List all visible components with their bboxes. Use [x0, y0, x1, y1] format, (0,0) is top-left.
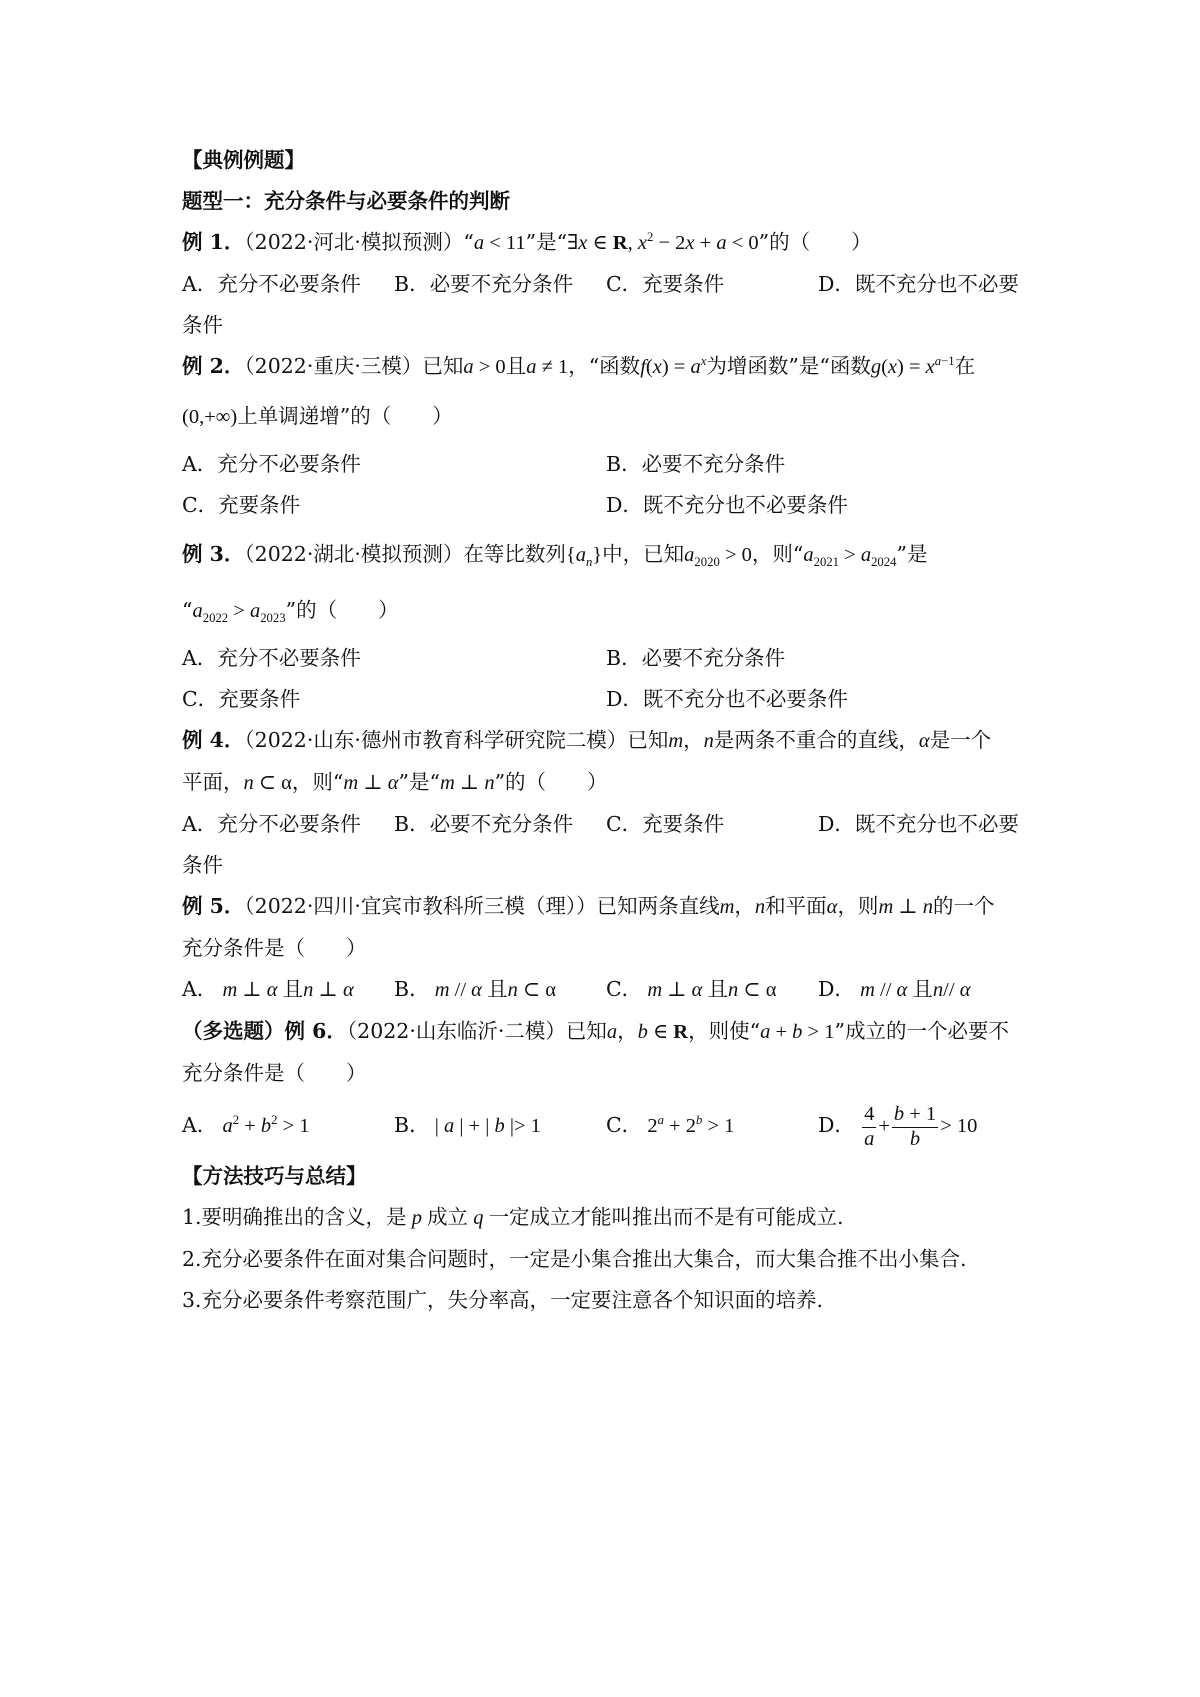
option-a: A．充分不必要条件 — [182, 272, 361, 296]
example-1-source: （2022·河北·模拟预测） — [244, 230, 464, 254]
math: $a_{2022} > a_{2023}$ — [192, 600, 286, 626]
option-b: B．必要不充分条件 — [606, 646, 786, 670]
example-4-stem: 例 4．（2022·山东·德州市教育科学研究院二模）已知m，n是两条不重合的直线，α是一个 — [182, 728, 992, 752]
option-b: B．必要不充分条件 — [394, 812, 574, 836]
math: $g(x) = x^{a-1}$ — [870, 354, 955, 378]
example-1-label: 例 1． — [182, 230, 245, 254]
example-3-stem-cont: “$a_{2022} > a_{2023}$”的（ ） — [182, 598, 399, 626]
example-2-stem: 例 2．（2022·重庆·三模）已知a > 0且a ≠ 1，“函数$f(x) = a^x$为增函数”是“函数$g(x) = x^{a-1}$在 — [182, 354, 976, 378]
option-a: A． m ⊥ α 且n ⊥ α — [182, 977, 354, 1001]
option-c: C．充要条件 — [606, 812, 725, 836]
example-5-source: （2022·四川·宜宾市教科所三模（理）） — [244, 894, 597, 918]
example-6-stem-cont: 充分条件是（ ） — [182, 1061, 367, 1085]
math: b ∈ R — [637, 1021, 689, 1043]
option-d-wrap: 条件 — [182, 313, 223, 337]
option-a: A． $a^2 + b^2 > 1$ — [182, 1113, 310, 1137]
option-a: A．充分不必要条件 — [182, 646, 361, 670]
tip-3: 3.充分必要条件考察范围广，失分率高，一定要注意各个知识面的培养. — [182, 1288, 824, 1312]
example-5-label: 例 5． — [182, 894, 245, 918]
example-3-source: （2022·湖北·模拟预测） — [244, 542, 464, 566]
option-d-wrap: 条件 — [182, 853, 223, 877]
tip-2: 2.充分必要条件在面对集合问题时，一定是小集合推出大集合，而大集合推不出小集合. — [182, 1247, 967, 1271]
math: (0,+∞) — [182, 406, 238, 428]
example-4-source: （2022·山东·德州市教育科学研究院二模） — [244, 728, 628, 752]
example-1-stem: 例 1．（2022·河北·模拟预测）“a < 11”是“∃x ∈ R, $x^2 - 2x + a < 0$”的（ ） — [182, 230, 872, 254]
option-d: D． $\frac{4}{a}$ + $\frac{b + 1}{b}$ > 10 — [818, 1103, 978, 1150]
option-c: C．充要条件 — [606, 272, 725, 296]
option-d: D．既不充分也不必要条件 — [606, 687, 848, 711]
example-2-options-row2 — [182, 485, 1032, 526]
math: ∃x ∈ R, $x^2 - 2x + a < 0$ — [567, 230, 759, 254]
question-type-heading: 题型一：充分条件与必要条件的判断 — [182, 189, 510, 213]
example-6-stem: （多选题）例 6．（2022·山东临沂·二模）已知a，b ∈ R，则使“a + b > 1”成立的一个必要不 — [182, 1019, 1009, 1043]
option-b: B．必要不充分条件 — [606, 452, 786, 476]
math: a + b > 1 — [760, 1021, 835, 1043]
example-6-label: 例 6． — [284, 1019, 347, 1043]
math: $a_{2021} > a_{2024}$ — [803, 544, 897, 570]
option-d: D．既不充分也不必要条件 — [606, 493, 848, 517]
example-2-stem-cont: (0,+∞)上单调递增”的（ ） — [182, 404, 453, 428]
option-d: D．既不充分也不必要 — [818, 812, 1019, 836]
option-a: A．充分不必要条件 — [182, 812, 361, 836]
math: n ⊂ α — [243, 772, 292, 794]
tip-1: 1.要明确推出的含义，是 p 成立 q 一定成立才能叫推出而不是有可能成立. — [182, 1205, 844, 1229]
example-2-options-row1 — [182, 444, 1032, 485]
math: m ⊥ α — [343, 772, 399, 794]
math: $a_{2020} > 0$ — [684, 544, 752, 570]
math: m ⊥ n — [878, 896, 934, 918]
option-b: B．必要不充分条件 — [394, 272, 574, 296]
example-3-stem: 例 3．（2022·湖北·模拟预测）在等比数列$\{a_n\}$中，已知$a_{2020} > 0$，则“$a_{2021} > a_{2024}$”是 — [182, 542, 928, 570]
example-3-options-row1 — [182, 638, 1032, 679]
example-2-label: 例 2． — [182, 354, 245, 378]
option-b: B． | a | + | b |> 1 — [394, 1113, 541, 1137]
example-2-source: （2022·重庆·三模） — [244, 354, 423, 378]
document-page — [182, 140, 1032, 1321]
example-6-source: （2022·山东临沂·二模） — [346, 1019, 566, 1043]
option-c: C． $2^a + 2^b > 1$ — [606, 1113, 735, 1137]
example-3-label: 例 3． — [182, 542, 245, 566]
option-a: A．充分不必要条件 — [182, 452, 361, 476]
example-5-options — [182, 969, 1032, 1011]
multi-select-tag: （多选题） — [182, 1019, 285, 1043]
example-5-stem-cont: 充分条件是（ ） — [182, 936, 367, 960]
example-3-options-row2 — [182, 679, 1032, 720]
section-heading-methods: 【方法技巧与总结】 — [182, 1164, 367, 1188]
section-heading-examples: 【典例例题】 — [182, 148, 305, 172]
example-5-stem: 例 5．（2022·四川·宜宾市教科所三模（理））已知两条直线m，n和平面α，则m ⊥ n的一个 — [182, 894, 995, 918]
option-b: B． m // α 且n ⊂ α — [394, 977, 556, 1001]
math: $f(x) = a^x$ — [640, 354, 707, 378]
example-4-label: 例 4． — [182, 728, 245, 752]
option-d: D．既不充分也不必要 — [818, 272, 1019, 296]
option-c: C． m ⊥ α 且n ⊂ α — [606, 977, 777, 1001]
example-1-options — [182, 264, 1032, 305]
example-4-stem-cont: 平面，n ⊂ α，则“m ⊥ α”是“m ⊥ n”的（ ） — [182, 770, 608, 794]
math: m ⊥ n — [439, 772, 495, 794]
example-4-options — [182, 804, 1032, 845]
option-c: C．充要条件 — [182, 493, 301, 517]
math: $\{a_n\}$ — [565, 544, 603, 570]
math: a — [473, 232, 485, 254]
option-c: C．充要条件 — [182, 687, 301, 711]
math: a > 0 — [463, 356, 506, 378]
option-d: D． m // α 且n// α — [818, 977, 971, 1001]
example-6-options — [182, 1094, 1032, 1156]
math: a ≠ 1 — [526, 356, 569, 378]
